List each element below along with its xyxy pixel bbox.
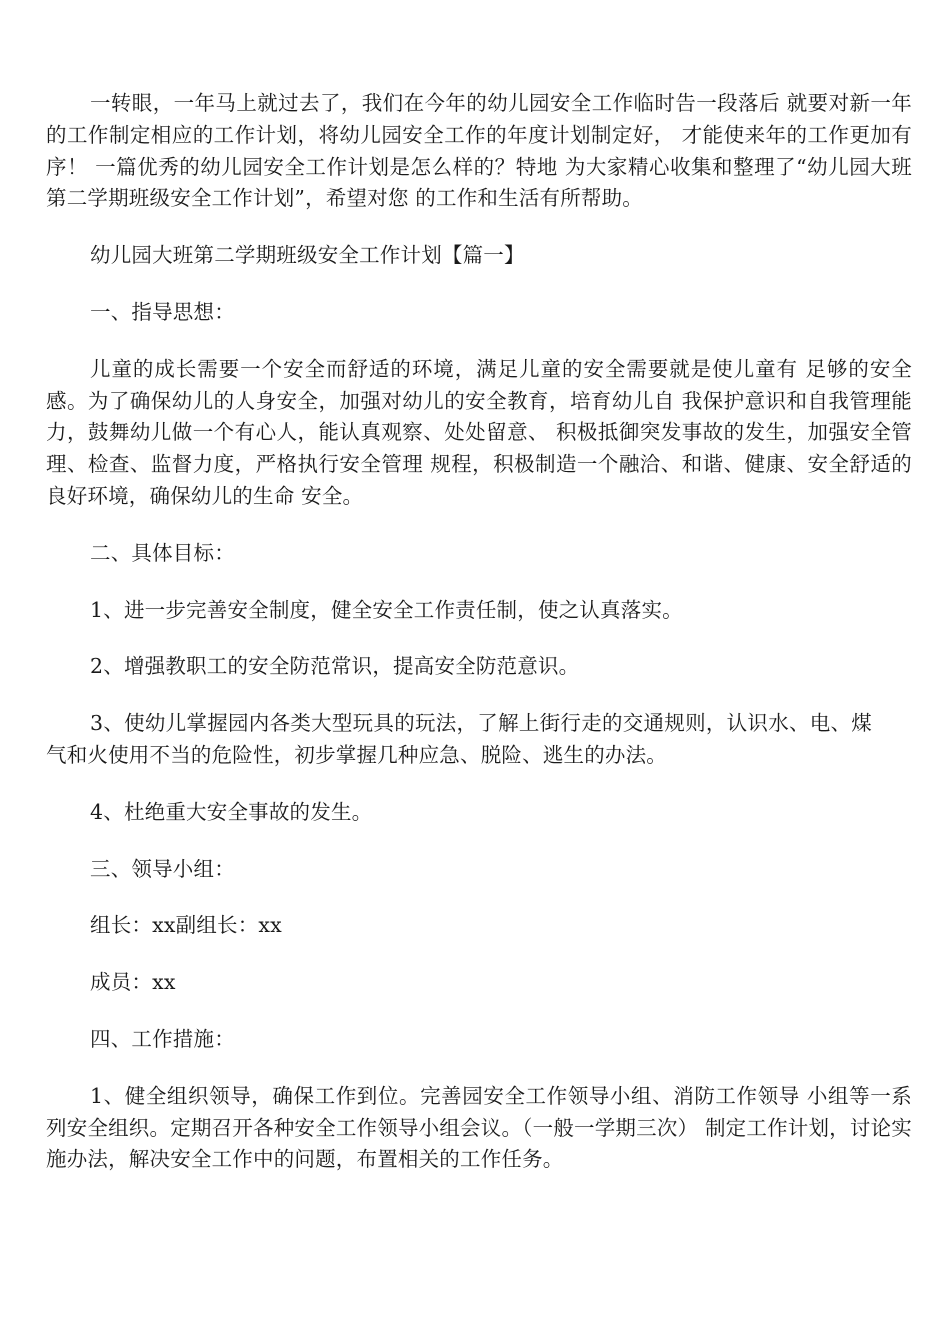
section-heading-leadership-group: 三、领导小组： [90, 856, 235, 881]
section-heading-guiding-thought: 一、指导思想： [90, 299, 235, 324]
intro-paragraph: 一转眼，一年马上就过去了，我们在今年的幼儿园安全工作临时告一段落后 就要对新一年的工作制定相应的工作计划，将幼儿园安全工作的年度计划制定好， 才能使来年的工作更加有序！ 一篇优秀的幼儿园安全工作计划是怎么样的？特地 为大家精心收集和整理了“幼儿园大班第二学期班级安全工作计划”，希望对您 的工作和生活有所帮助。 [46, 91, 912, 211]
goal-item-3: 3、使幼儿掌握园内各类大型玩具的玩法，了解上街行走的交通规则，认识水、电、煤气和火使用不当的危险性，初步掌握几种应急、脱险、逃生的办法。 [46, 711, 872, 767]
goal-item-1: 1、进一步完善安全制度，健全安全工作责任制，使之认真落实。 [90, 597, 683, 622]
guiding-thought-paragraph: 儿童的成长需要一个安全而舒适的环境，满足儿童的安全需要就是使儿童有 足够的安全感。为了确保幼儿的人身安全，加强对幼儿的安全教育，培育幼儿自 我保护意识和自我管理能力，鼓舞幼儿做一个有心人，能认真观察、处处留意、 积极抵御突发事故的发生，加强安全管理、检查、监督力度，严格执行安全管理 规程，积极制造一个融洽、和谐、健康、安全舒适的良好环境，确保幼儿的生命 安全。 [46, 356, 912, 508]
leaders-line: 组长：xx副组长：xx [90, 913, 282, 938]
document-page [46, 88, 912, 1176]
goal-item-4: 4、杜绝重大安全事故的发生。 [90, 799, 373, 824]
document-title: 幼儿园大班第二学期班级安全工作计划【篇一】 [90, 243, 525, 268]
goal-item-2: 2、增强教职工的安全防范常识，提高安全防范意识。 [90, 654, 580, 679]
section-heading-specific-goals: 二、具体目标： [90, 540, 235, 565]
measure-item-1: 1、健全组织领导，确保工作到位。完善园安全工作领导小组、消防工作领导 小组等一系列安全组织。定期召开各种安全工作领导小组会议。（一般一学期三次） 制定工作计划，讨论实施办法，解决安全工作中的问题，布置相关的工作任务。 [46, 1083, 912, 1172]
members-line: 成员：xx [90, 970, 176, 995]
section-heading-work-measures: 四、工作措施： [90, 1026, 235, 1051]
